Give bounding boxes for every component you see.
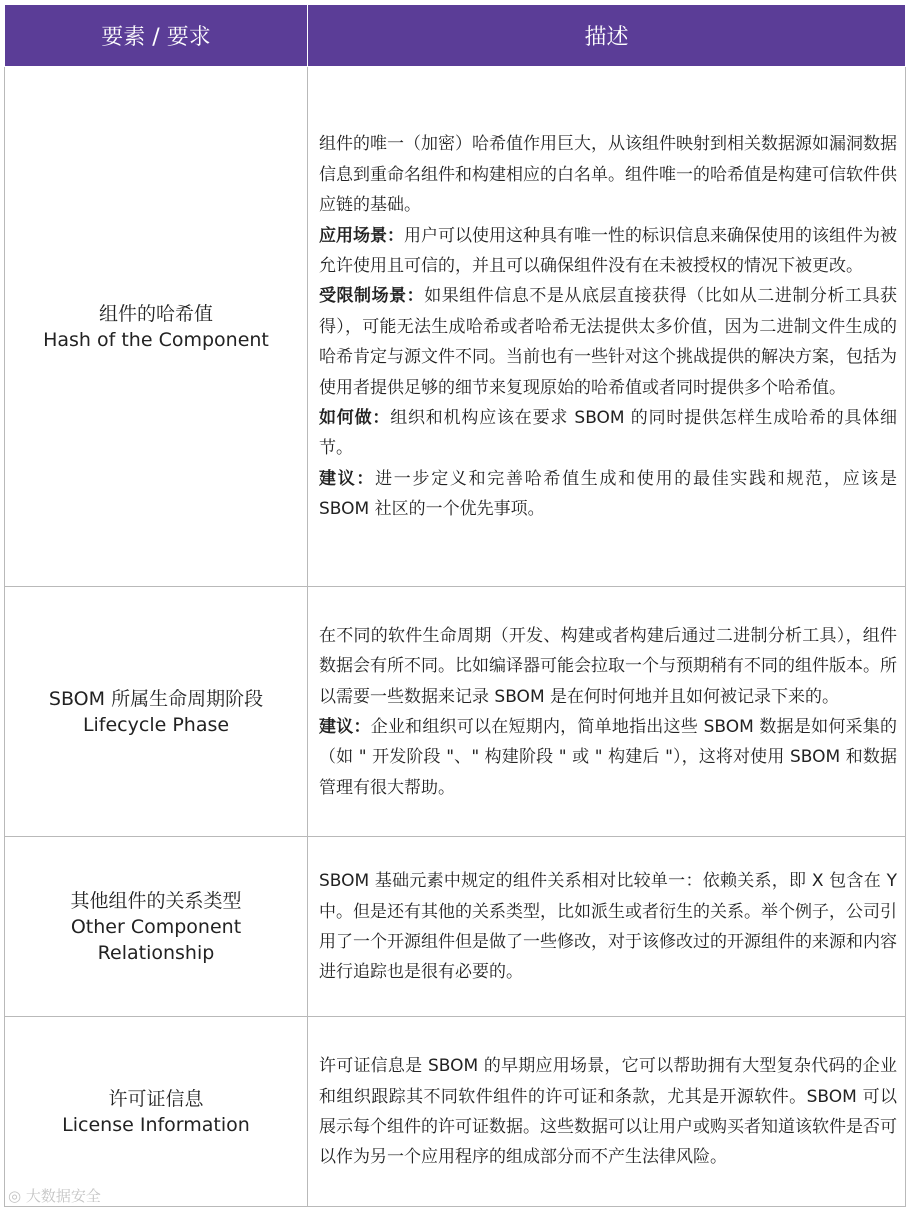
table-row [5,837,906,1017]
element-name-en: Hash of the Component [43,328,269,351]
watermark-text: 大数据安全 [25,1187,101,1205]
element-cell [5,67,308,587]
section-label: 建议： [319,468,376,489]
section-text: 进一步定义和完善哈希值生成和使用的最佳实践和规范，应该是 SBOM 社区的一个优先事项。 [319,468,898,520]
description-section [319,464,897,525]
element-name-zh: SBOM 所属生命周期阶段 [48,687,264,710]
section-label: 建议： [319,717,371,737]
description-section [319,403,897,464]
description-cell [308,1017,906,1207]
element-name-zh: 组件的哈希值 [98,302,213,325]
header-element-requirement: 要素 / 要求 [5,5,308,67]
description-intro: 组件的唯一（加密）哈希值作用巨大，从该组件映射到相关数据源如漏洞数据信息到重命名组件和构建相应的白名单。组件唯一的哈希值是构建可信软件供应链的基础。 [319,134,897,216]
description-cell [308,837,906,1017]
section-label: 受限制场景： [319,286,425,307]
description-section [319,221,897,282]
table-header [5,5,906,67]
section-text: 企业和组织可以在短期内，简单地指出这些 SBOM 数据是如何采集的（如 " 开发阶段 "、" 构建阶段 " 或 " 构建后 "），这将对使用 SBOM 和数据管理有很大帮助。 [319,717,898,798]
section-label: 如何做： [319,408,391,429]
watermark [8,1185,101,1206]
table-row [5,587,906,837]
element-cell [5,587,308,837]
element-name-en: Other Component Relationship [70,915,242,964]
description-cell [308,67,906,587]
element-cell [5,1017,308,1207]
description-intro: 许可证信息是 SBOM 的早期应用场景，它可以帮助拥有大型复杂代码的企业和组织跟踪其不同软件组件的许可证和条款，尤其是开源软件。SBOM 可以展示每个组件的许可证数据。这些数据可以让用户或购买者知道该软件是否可以作为另一个应用程序的组成部分而不产生法律风险。 [319,1056,897,1168]
description-cell [308,587,906,837]
table-row [5,67,906,587]
element-name-en: Lifecycle Phase [82,713,230,736]
table-row [5,1017,906,1207]
element-name-zh: 其他组件的关系类型 [70,889,242,912]
description-intro: SBOM 基础元素中规定的组件关系相对比较单一：依赖关系，即 X 包含在 Y 中。但是还有其他的关系类型，比如派生或者衍生的关系。举个例子，公司引用了一个开源组件但是做了一些修改，对于该修改过的开源组件的来源和内容进行追踪也是很有必要的。 [319,871,897,983]
section-text: 用户可以使用这种具有唯一性的标识信息来确保使用的该组件为被允许使用且可信的，并且可以确保组件没有在未被授权的情况下被更改。 [319,225,897,276]
description-section [319,281,897,403]
element-name-en: License Information [62,1113,250,1136]
section-text: 组织和机构应该在要求 SBOM 的同时提供怎样生成哈希的具体细节。 [319,408,897,459]
element-cell [5,837,308,1017]
header-description: 描述 [308,5,906,67]
section-label: 应用场景： [319,225,404,246]
requirements-table [4,4,906,1207]
description-section [319,712,897,803]
watermark-logo-icon: ◎ [8,1187,22,1205]
description-intro: 在不同的软件生命周期（开发、构建或者构建后通过二进制分析工具），组件数据会有所不同。比如编译器可能会拉取一个与预期稍有不同的组件版本。所以需要一些数据来记录 SBOM 是在何时何地并且如何被记录下来的。 [319,625,897,707]
section-text: 如果组件信息不是从底层直接获得（比如从二进制分析工具获得），可能无法生成哈希或者哈希无法提供太多价值，因为二进制文件生成的哈希肯定与源文件不同。当前也有一些针对这个挑战提供的解决方案，包括为使用者提供足够的细节来复现原始的哈希值或者同时提供多个哈希值。 [319,286,897,398]
element-name-zh: 许可证信息 [108,1087,204,1110]
